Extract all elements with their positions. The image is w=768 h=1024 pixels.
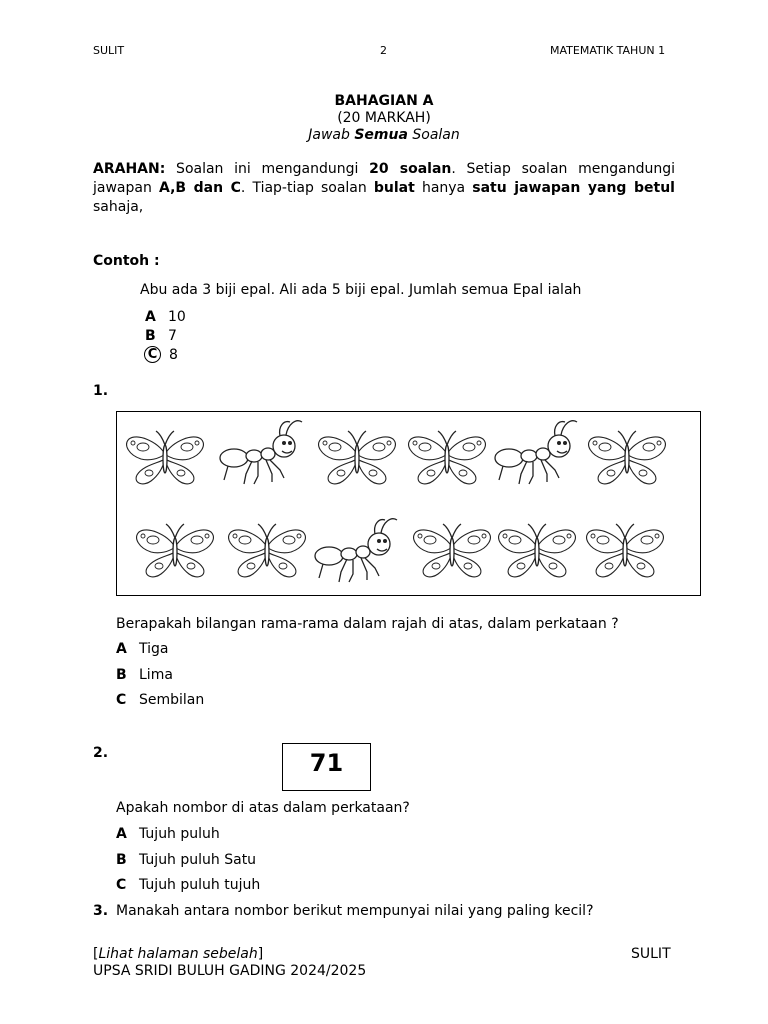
option-letter: A bbox=[116, 641, 127, 657]
example-question: Abu ada 3 biji epal. Ali ada 5 biji epal. Jumlah semua Epal ialah bbox=[140, 282, 582, 298]
answer-circle: C bbox=[144, 346, 161, 363]
footer-school: UPSA SRIDI BULUH GADING 2024/2025 bbox=[93, 963, 367, 979]
q2-option-c[interactable] bbox=[116, 877, 260, 893]
q1-option-b[interactable] bbox=[116, 667, 173, 683]
butterfly-icon bbox=[499, 524, 576, 577]
section-title: BAHAGIAN A bbox=[334, 93, 434, 109]
instr-t5: sahaja, bbox=[93, 199, 144, 215]
option-letter: C bbox=[116, 877, 127, 893]
q3-number: 3. bbox=[93, 903, 109, 919]
option-letter: C bbox=[116, 692, 127, 708]
example-label: Contoh : bbox=[93, 253, 160, 269]
option-text: Sembilan bbox=[139, 692, 205, 708]
butterfly-icon bbox=[414, 524, 491, 577]
instr-t4: hanya bbox=[414, 180, 473, 196]
instr-b1: 20 soalan bbox=[369, 161, 452, 177]
q2-option-a[interactable] bbox=[116, 826, 220, 842]
instr-b2: A,B dan C bbox=[158, 180, 241, 196]
bracket-close: ] bbox=[257, 946, 264, 962]
option-letter: B bbox=[116, 852, 127, 868]
instr-b4: satu jawapan yang betul bbox=[472, 180, 675, 196]
example-option-c[interactable] bbox=[145, 346, 178, 363]
option-letter: B bbox=[116, 667, 127, 683]
q2-number: 2. bbox=[93, 745, 109, 761]
q2-option-b[interactable] bbox=[116, 852, 256, 868]
ant-icon bbox=[495, 421, 577, 484]
butterfly-icon bbox=[409, 431, 486, 484]
butterfly-icon bbox=[319, 431, 396, 484]
example-option-a[interactable] bbox=[145, 309, 186, 325]
q1-picture bbox=[117, 412, 700, 595]
option-letter: A bbox=[145, 309, 156, 325]
q1-option-a[interactable] bbox=[116, 641, 168, 657]
butterfly-icon bbox=[137, 524, 214, 577]
q2-number-box: 71 bbox=[282, 743, 371, 791]
q1-option-c[interactable] bbox=[116, 692, 204, 708]
option-text: Tujuh puluh tujuh bbox=[139, 877, 261, 893]
soalan-text: Soalan bbox=[412, 127, 460, 143]
header-right: MATEMATIK TAHUN 1 bbox=[550, 44, 666, 57]
option-text: Tujuh puluh bbox=[139, 826, 220, 842]
butterfly-icon bbox=[589, 431, 666, 484]
ant-icon bbox=[220, 421, 302, 484]
option-text: Tujuh puluh Satu bbox=[139, 852, 257, 868]
jawab-text: Jawab bbox=[308, 127, 350, 143]
instr-t2: . Setiap soalan mengandungi jawapan bbox=[93, 161, 675, 196]
page-number: 2 bbox=[380, 44, 387, 57]
instructions-label: ARAHAN: bbox=[93, 161, 166, 177]
option-text: 10 bbox=[168, 309, 186, 325]
semua-text: Semua bbox=[354, 127, 408, 143]
instructions-paragraph bbox=[93, 160, 675, 217]
q2-question: Apakah nombor di atas dalam perkataan? bbox=[116, 800, 410, 816]
option-text: 8 bbox=[169, 346, 178, 363]
footer-sulit: SULIT bbox=[631, 946, 671, 962]
instr-b3: bulat bbox=[373, 180, 415, 196]
q1-picture-box bbox=[116, 411, 701, 596]
q1-question: Berapakah bilangan rama-rama dalam rajah di atas, dalam perkataan ? bbox=[116, 616, 619, 632]
butterfly-icon bbox=[587, 524, 664, 577]
q3-question: Manakah antara nombor berikut mempunyai nilai yang paling kecil? bbox=[116, 903, 594, 919]
example-option-b[interactable] bbox=[145, 328, 177, 344]
option-letter: B bbox=[145, 328, 156, 344]
butterfly-icon bbox=[229, 524, 306, 577]
header-left: SULIT bbox=[93, 44, 125, 57]
section-marks: (20 MARKAH) bbox=[337, 110, 431, 126]
see-next-text: Lihat halaman sebelah bbox=[98, 946, 258, 962]
instr-t1: Soalan ini mengandungi bbox=[165, 161, 370, 177]
instr-t3: . Tiap-tiap soalan bbox=[240, 180, 374, 196]
see-next-page bbox=[93, 946, 263, 962]
q1-number: 1. bbox=[93, 383, 109, 399]
ant-icon bbox=[315, 519, 397, 582]
option-text: 7 bbox=[168, 328, 177, 344]
option-letter: A bbox=[116, 826, 127, 842]
option-text: Tiga bbox=[139, 641, 169, 657]
butterfly-icon bbox=[127, 431, 204, 484]
option-text: Lima bbox=[139, 667, 173, 683]
bracket-open: [ bbox=[93, 946, 99, 962]
section-instruction bbox=[0, 126, 768, 145]
